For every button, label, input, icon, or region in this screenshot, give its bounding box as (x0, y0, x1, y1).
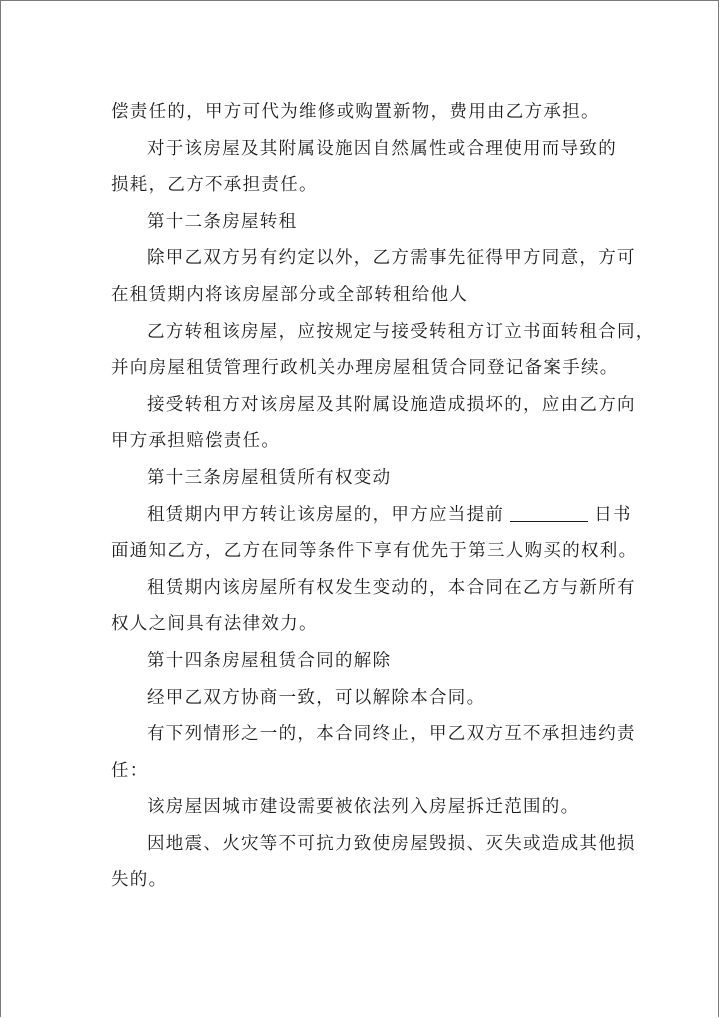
text-line: 任： (111, 760, 149, 781)
text-line: 失的。 (111, 870, 168, 891)
section-heading: 第十三条房屋租赁所有权变动 (147, 467, 392, 488)
text-line: 经甲乙双方协商一致，可以解除本合同。 (147, 687, 486, 708)
text-line: 接受转租方对该房屋及其附属设施造成损坏的，应由乙方向 (147, 394, 636, 415)
text-line: 对于该房屋及其附属设施因自然属性或合理使用而导致的 (147, 138, 617, 159)
fill-in-blank (510, 497, 588, 522)
text-line: 因地震、火灾等不可抗力致使房屋毁损、灭失或造成其他损 (147, 833, 636, 854)
text-line: 权人之间具有法律效力。 (111, 614, 318, 635)
text-line: 偿责任的，甲方可代为维修或购置新物，费用由乙方承担。 (111, 102, 600, 122)
text-before-blank: 租赁期内甲方转让该房屋的，甲方应当提前 (147, 504, 505, 525)
document-body (111, 94, 655, 899)
text-line: 甲方承担赔偿责任。 (111, 431, 281, 452)
text-line: 除甲乙双方另有约定以外，乙方需事先征得甲方同意，方可 (147, 248, 636, 269)
section-heading: 第十四条房屋租赁合同的解除 (147, 650, 392, 671)
text-line: 损耗，乙方不承担责任。 (111, 175, 318, 196)
text-line: 在租赁期内将该房屋部分或全部转租给他人 (111, 284, 469, 305)
text-line: 有下列情形之一的，本合同终止，甲乙双方互不承担违约责 (147, 724, 636, 745)
text-line: 该房屋因城市建设需要被依法列入房屋拆迁范围的。 (147, 797, 580, 818)
text-line: 并向房屋租赁管理行政机关办理房屋租赁合同登记备案手续。 (111, 358, 619, 379)
text-after-blank: 日书 (594, 504, 632, 525)
section-heading: 第十二条房屋转租 (147, 211, 298, 232)
text-line-with-blank (111, 497, 632, 534)
text-line: 乙方转租该房屋，应按规定与接受转租方订立书面转租合同， (147, 321, 655, 342)
text-line: 租赁期内该房屋所有权发生变动的，本合同在乙方与新所有 (147, 577, 636, 598)
text-line: 面通知乙方，乙方在同等条件下享有优先于第三人购买的权利。 (111, 541, 638, 562)
